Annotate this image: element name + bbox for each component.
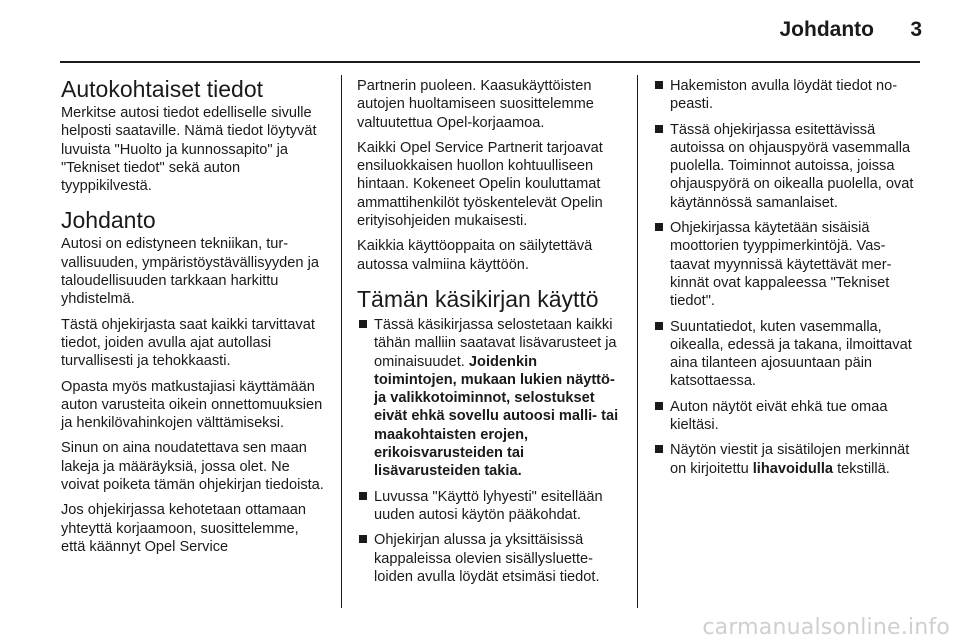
bullet-square-icon	[655, 81, 663, 89]
list-item-text: Hakemiston avulla löydät tiedot nopeasti.	[670, 78, 898, 113]
bullet-square-icon	[359, 492, 367, 500]
list-item-bold-text: Joidenkin toimintojen, mukaan lukien näyttö- ja valikkotoiminnot, selostukset eivät ehkä sovellu autoosi malli- tai maakohtaisten erojen, erikoisvarusteiden tai lisävarusteiden takia.	[374, 353, 619, 480]
bullet-square-icon	[655, 322, 663, 330]
section-title-manual-usage: Tämän käsikirjan käyttö	[357, 285, 599, 312]
list-item-text: Tässä ohjekirjassa esitettävissä autoissa on ohjauspyörä vasemmalla puolella. Toiminnot autoissa, joissa ohjauspyörä on oikealla puolella, ovat käytännössä samanlaiset.	[670, 121, 914, 211]
list-item-text: Ohjekirjassa käytetään sisäisiä moottorien tyyppimerkintöjä. Vastaavat myynnissä käytettävät merkinnät ovat kappaleessa "Tekniset tiedot".	[670, 220, 892, 310]
list-item-text: Suuntatiedot, kuten vasemmalla, oikealla, edessä ja takana, ilmoittavat aina tilanteen ajosuuntaan päin katsottaessa.	[670, 318, 912, 390]
paragraph: Merkitse autosi tiedot edelliselle sivulle helposti saataville. Nämä tiedot löytyvät luvuista "Huolto ja kunnossapito" ja "Tekniset tiedot" sekä auton tyyppikilvestä.	[61, 105, 317, 195]
bullet-square-icon	[359, 320, 367, 328]
column-divider-2	[637, 75, 638, 608]
paragraph: Autosi on edistyneen tekniikan, turvallisuuden, ympäristöystävällisyyden ja taloudellisuuden tarkkaan harkittu yhdistelmä.	[61, 236, 319, 308]
bullet-square-icon	[359, 535, 367, 543]
paragraph: Opasta myös matkustajiasi käyttämään auton varusteita oikein onnettomuuksien ja henkilövahinkojen välttämiseksi.	[61, 378, 323, 432]
list-item-text: Ohjekirjan alussa ja yksittäisissä kappaleissa olevien sisällysluetteloiden avulla löydät etsimäsi tiedot.	[374, 532, 600, 585]
list-item	[653, 121, 919, 212]
list-item-text-tail: tekstillä.	[833, 460, 890, 477]
header-title: Johdanto	[779, 18, 874, 41]
list-item	[357, 488, 623, 525]
bullet-square-icon	[655, 223, 663, 231]
list-item	[357, 316, 623, 481]
paragraph: Partnerin puoleen. Kaasukäyttöisten autojen huoltamiseen suosittelemme valtuutettua Opel-korjaamoa.	[357, 78, 594, 131]
list-item-text: Tässä käsikirjassa selostetaan kaikki tähän malliin saatavat lisävarusteet ja ominaisuudet.	[374, 316, 617, 370]
list-item-bold-text: lihavoidulla	[752, 460, 834, 477]
list-item	[653, 441, 919, 478]
list-item-text: Näytön viestit ja sisätilojen merkinnät on kirjoitettu	[670, 442, 910, 477]
paragraph: Kaikkia käyttöoppaita on säilytettävä autossa valmiina käyttöön.	[357, 238, 593, 273]
page-number: 3	[910, 18, 922, 41]
paragraph: Tästä ohjekirjasta saat kaikki tarvittavat tiedot, joiden avulla ajat autollasi turvallisesti ja tehokkaasti.	[61, 316, 315, 370]
watermark: carmanualsonline.info	[702, 615, 950, 640]
bullet-square-icon	[655, 402, 663, 410]
list-item-text: Auton näytöt eivät ehkä tue omaa kieltäsi.	[670, 398, 888, 434]
section-title-introduction: Johdanto	[61, 207, 156, 234]
column-1	[61, 66, 327, 563]
bullet-list	[653, 77, 919, 478]
list-item-text: Luvussa "Käyttö lyhyesti" esitellään uuden autosi käytön pääkohdat.	[374, 488, 603, 523]
bullet-list	[357, 316, 623, 586]
paragraph: Sinun on aina noudatettava sen maan lakeja ja määräyksiä, jossa olet. Ne voivat poiketa tämän ohjekirjan tiedoista.	[61, 440, 324, 494]
list-item	[653, 318, 919, 391]
list-item	[653, 219, 919, 310]
list-item	[357, 531, 623, 586]
column-divider-1	[341, 75, 342, 608]
section-title-vehicle-data: Autokohtaiset tiedot	[61, 76, 264, 102]
column-3	[653, 77, 919, 485]
list-item	[653, 77, 919, 114]
header-rule	[60, 61, 920, 63]
bullet-square-icon	[655, 125, 663, 133]
paragraph: Kaikki Opel Service Partnerit tarjoavat ensiluokkaisen huollon kohtuulliseen hintaan. Kokeneet Opelin kouluttamat ammattihenkilöt työskentelevät Opelin erityisohjeiden mukaisesti.	[357, 139, 603, 230]
page-header	[0, 0, 960, 60]
list-item	[653, 398, 919, 435]
column-2	[357, 77, 623, 593]
bullet-square-icon	[655, 445, 663, 453]
paragraph: Jos ohjekirjassa kehotetaan ottamaan yhteyttä korjaamoon, suosittelemme, että käännyt Opel Service	[61, 502, 307, 555]
